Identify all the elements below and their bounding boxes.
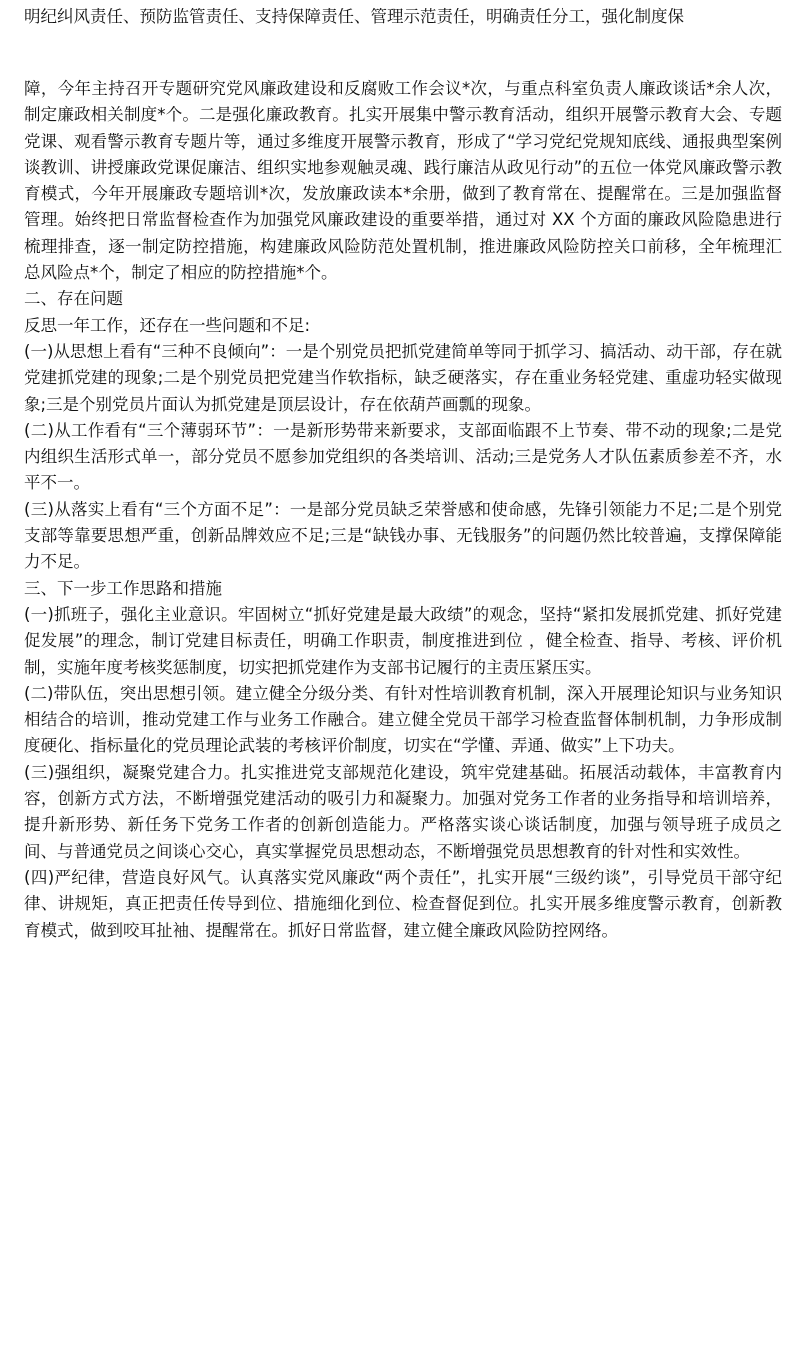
paragraph-problem-work: (二)从工作看有“三个薄弱环节”：一是新形势带来新要求，支部面临跟不上节奏、带不动的现象;二是党内组织生活形式单一，部分党员不愿参加党组织的各类培训、活动;三是党务人才队伍素质参差不齐，水平不一。 [24, 420, 782, 493]
document-top-line: 明纪纠风责任、预防监管责任、支持保障责任、管理示范责任，明确责任分工，强化制度保 [24, 7, 684, 26]
paragraph-step-leadership: (一)抓班子，强化主业意识。牢固树立“抓好党建是最大政绩”的观念，坚持“紧扣发展抓党建、抓好党建促发展”的理念，制订党建目标责任，明确工作职责，制度推进到位 ，健全检查、指导、考核、评价机制，实施年度考核奖惩制度，切实把抓党建作为支部书记履行的主责压紧压实。 [24, 604, 782, 677]
paragraph-problem-implementation: (三)从落实上看有“三个方面不足”：一是部分党员缺乏荣誉感和使命感，先锋引领能力不足;二是个别党支部等靠要思想严重，创新品牌效应不足;三是“缺钱办事、无钱服务”的问题仍然比较普遍，支撑保障能力不足。 [24, 499, 782, 572]
paragraph-step-organization: (三)强组织，凝聚党建合力。扎实推进党支部规范化建设，筑牢党建基础。拓展活动载体，丰富教育内容，创新方式方法，不断增强党建活动的吸引力和凝聚力。加强对党务工作者的业务指导和培训培养，提升新形势、新任务下党务工作者的创新创造能力。严格落实谈心谈话制度，加强与领导班子成员之间、与普通党员之间谈心交心，真实掌握党员思想动态，不断增强党员思想教育的针对性和实效性。 [24, 762, 782, 861]
paragraph-review-continuation: 障，今年主持召开专题研究党风廉政建设和反腐败工作会议*次，与重点科室负责人廉政谈话*余人次，制定廉政相关制度*个。二是强化廉政教育。扎实开展集中警示教育活动，组织开展警示教育大会、专题党课、观看警示教育专题片等，通过多维度开展警示教育，形成了“学习党纪党规知底线、通报典型案例谈教训、讲授廉政党课促廉洁、组织实地参观触灵魂、践行廉洁从政见行动”的五位一体党风廉政警示教育模式，今年开展廉政专题培训*次，发放廉政读本*余册，做到了教育常在、提醒常在。三是加强监督管理。始终把日常监督检查作为加强党风廉政建设的重要举措，通过对 XX 个方面的廉政风险隐患进行梳理排查，逐一制定防控措施，构建廉政风险防范处置机制，推进廉政风险防控关口前移，全年梳理汇总风险点*个，制定了相应的防控措施*个。 [24, 79, 782, 283]
paragraph-problems-intro: 反思一年工作，还存在一些问题和不足: [24, 315, 311, 335]
section-heading-next-steps: 三、下一步工作思路和措施 [24, 578, 222, 598]
paragraph-step-team: (二)带队伍，突出思想引领。建立健全分级分类、有针对性培训教育机制，深入开展理论知识与业务知识相结合的培训，推动党建工作与业务工作融合。建立健全党员干部学习检查监督体制机制，力争形成制度硬化、指标量化的党员理论武装的考核评价制度，切实在“学懂、弄通、做实”上下功夫。 [24, 683, 782, 756]
document-body [24, 76, 782, 944]
paragraph-problem-thinking: (一)从思想上看有“三种不良倾向”：一是个别党员把抓党建简单等同于抓学习、搞活动、动干部，存在就党建抓党建的现象;二是个别党员把党建当作软指标，缺乏硬落实，存在重业务轻党建、重虚功轻实做现象;三是个别党员片面认为抓党建是顶层设计，存在依葫芦画瓢的现象。 [24, 341, 782, 414]
paragraph-step-discipline: (四)严纪律，营造良好风气。认真落实党风廉政“两个责任”，扎实开展“三级约谈”，引导党员干部守纪律、讲规矩，真正把责任传导到位、措施细化到位、检查督促到位。扎实开展多维度警示教育，创新教育模式，做到咬耳扯袖、提醒常在。抓好日常监督，建立健全廉政风险防控网络。 [24, 867, 782, 940]
section-heading-problems: 二、存在问题 [24, 289, 123, 309]
